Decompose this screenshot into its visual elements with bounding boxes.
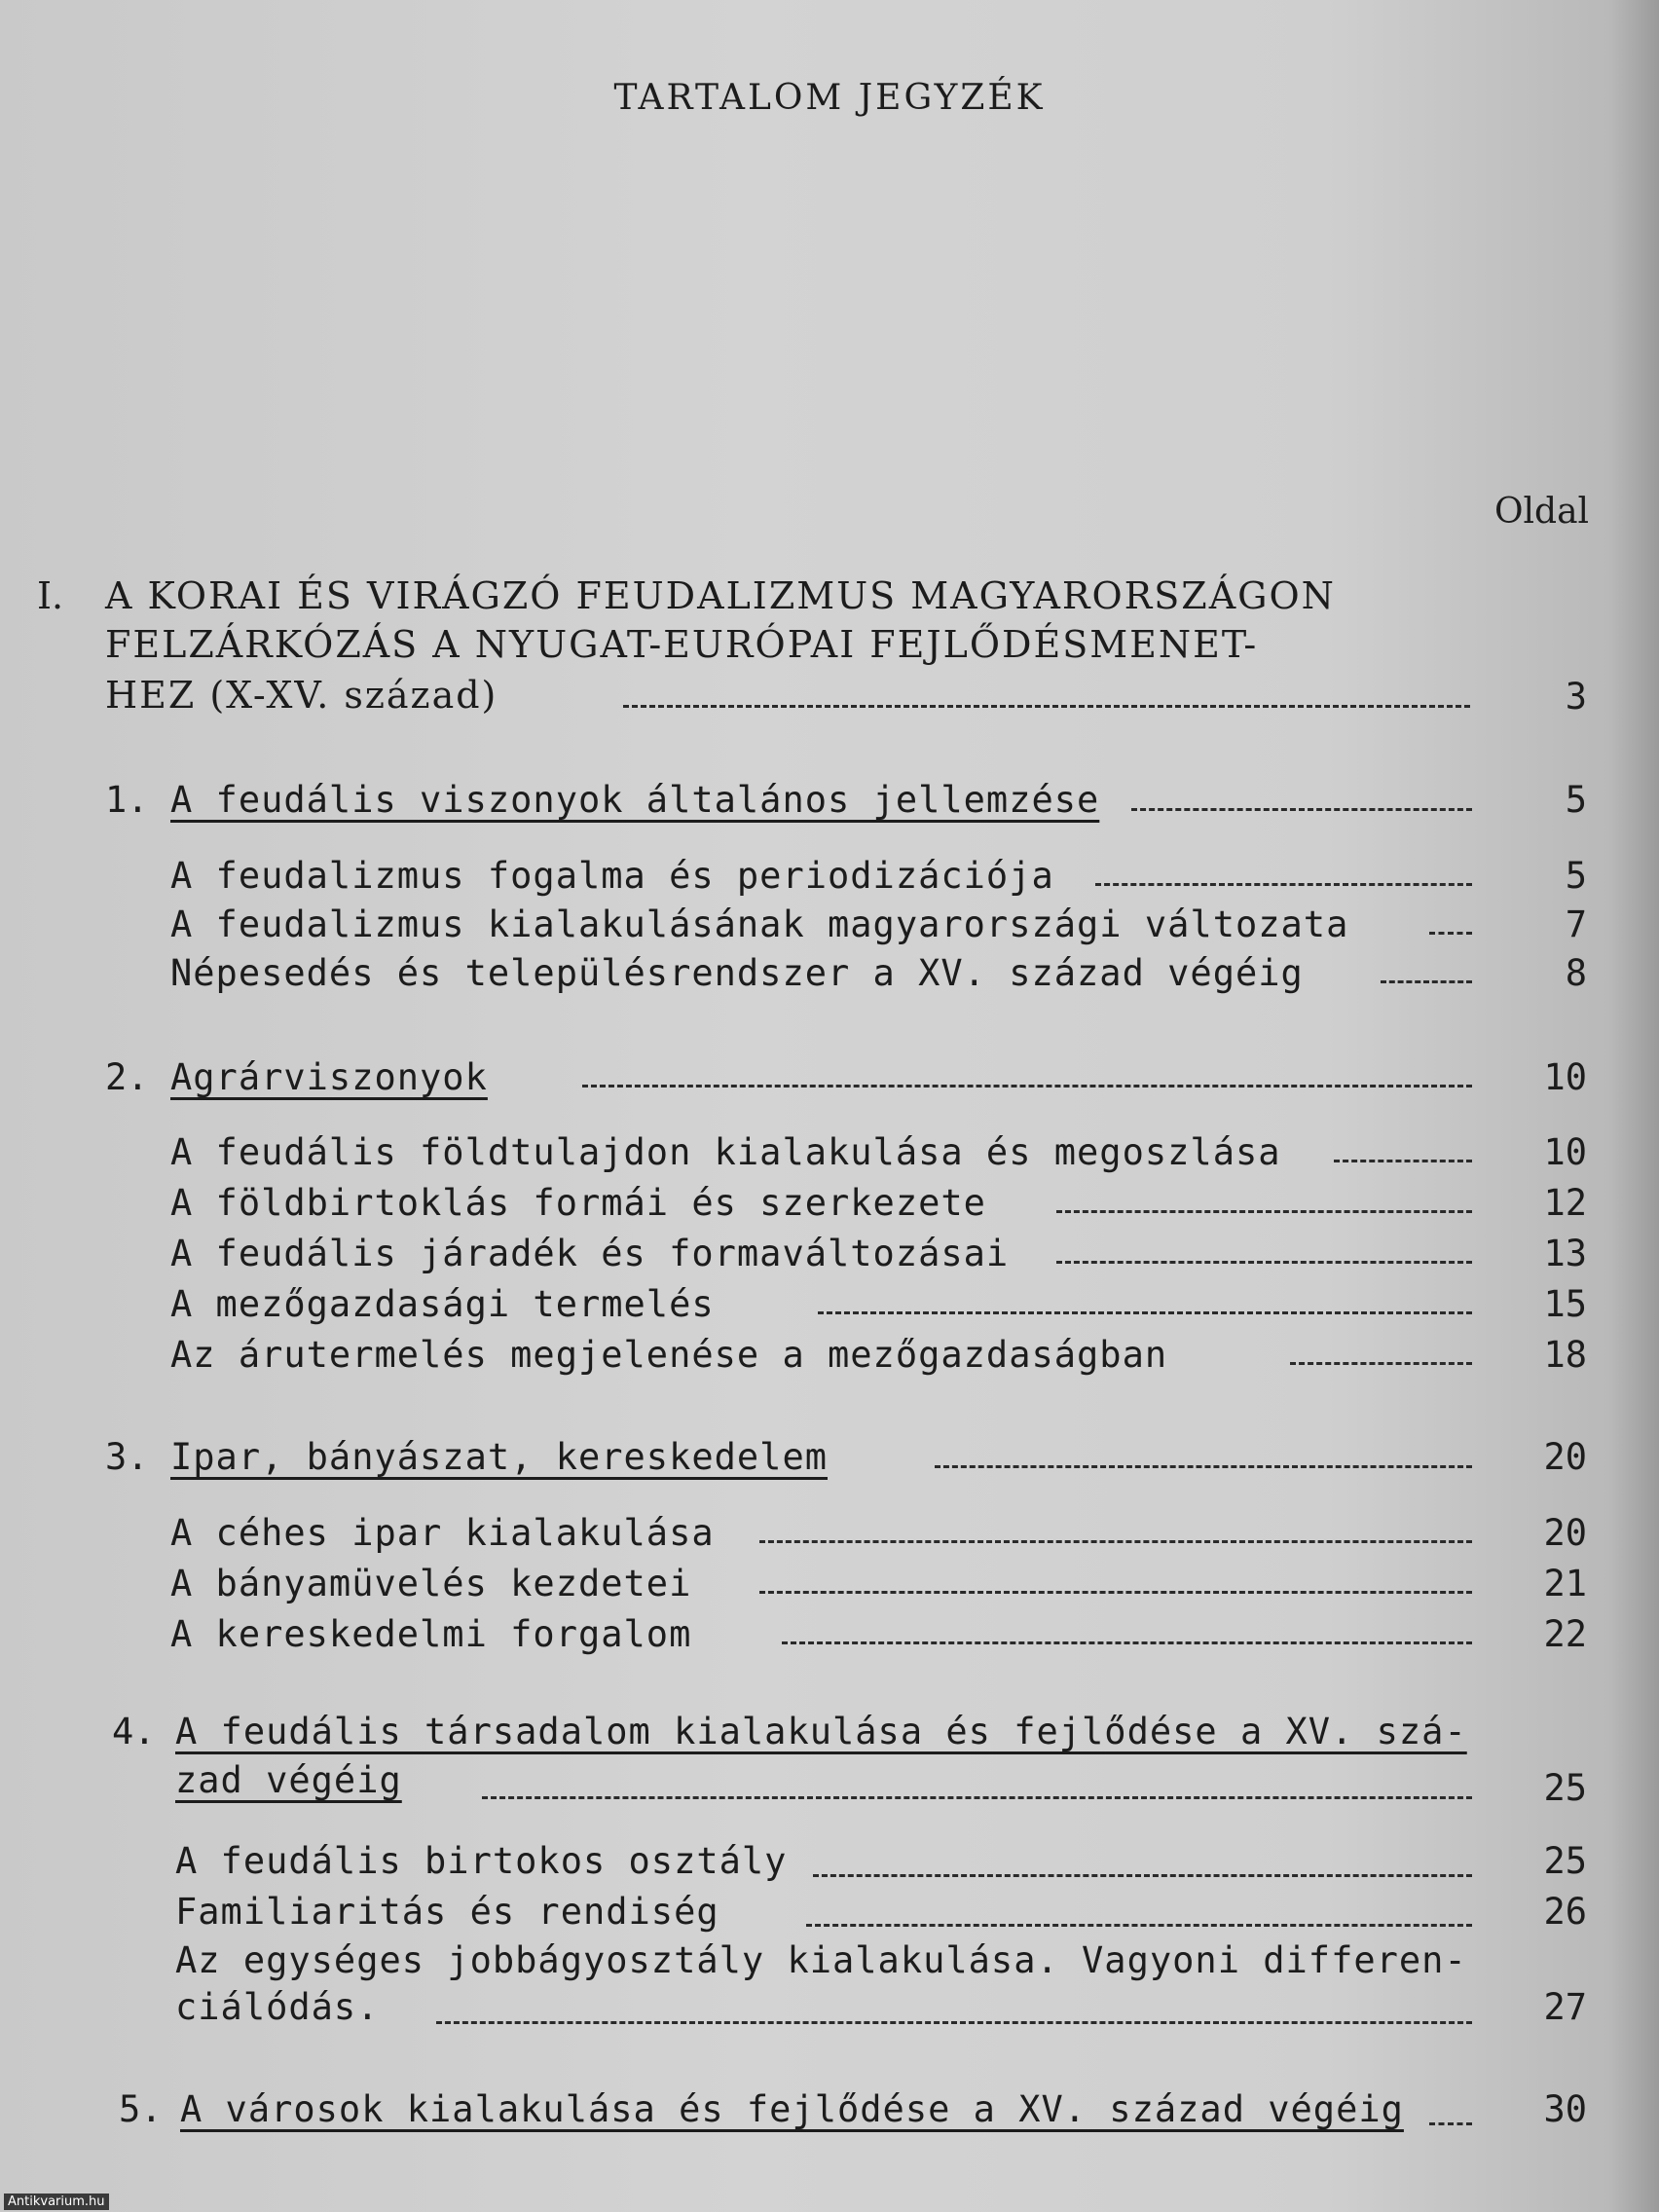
toc-entry: Familiaritás és rendiség [175, 1891, 719, 1933]
section-number: 3. [105, 1436, 149, 1478]
leader-dots [782, 1641, 1472, 1644]
toc-entry: A földbirtoklás formái és szerkezete [170, 1182, 986, 1224]
toc-entry: A feudalizmus fogalma és periodizációja [170, 855, 1054, 897]
leader-dots [759, 1540, 1472, 1543]
leader-dots [813, 1874, 1472, 1877]
leader-dots [759, 1591, 1472, 1594]
leader-dots [582, 1085, 1472, 1088]
page-number: 7 [1565, 903, 1587, 945]
section-title: Ipar, bányászat, kereskedelem [170, 1436, 829, 1478]
watermark: Antikvarium.hu [4, 2194, 109, 2210]
leader-dots [1131, 808, 1472, 811]
page-number: 27 [1543, 1986, 1587, 2028]
toc-entry-line-2: ciálódás. [175, 1986, 380, 2028]
leader-dots [1429, 2122, 1472, 2125]
leader-dots [818, 1311, 1472, 1314]
toc-entry: Népesedés és településrendszer a XV. század végéig [170, 952, 1304, 994]
section-number: 4. [112, 1711, 156, 1752]
page-number: 5 [1565, 855, 1587, 897]
part-title-line-3: HEZ (X-XV. század) [105, 674, 498, 717]
page-number: 25 [1543, 1840, 1587, 1882]
leader-dots [623, 705, 1470, 708]
page-number: 5 [1565, 779, 1587, 821]
page-title: TARTALOM JEGYZÉK [613, 78, 1046, 118]
page-number: 13 [1543, 1233, 1587, 1274]
page-number: 3 [1565, 676, 1587, 718]
leader-dots [1429, 932, 1472, 935]
section-title-line-1: A feudális társadalom kialakulása és fejlődése a XV. szá- [175, 1711, 1467, 1752]
toc-entry: A feudális birtokos osztály [175, 1840, 788, 1882]
section-title: Agrárviszonyok [170, 1056, 488, 1098]
leader-dots [806, 1924, 1472, 1927]
toc-entry: A feudalizmus kialakulásának magyarországi változata [170, 903, 1349, 945]
page-number: 30 [1543, 2088, 1587, 2130]
leader-dots [935, 1465, 1472, 1468]
leader-dots [436, 2021, 1472, 2024]
leader-dots [1334, 1160, 1472, 1162]
page-number: 8 [1565, 952, 1587, 994]
page-column-label: Oldal [1494, 492, 1590, 532]
leader-dots [1056, 1261, 1472, 1264]
toc-entry: A feudális földtulajdon kialakulása és megoszlása [170, 1131, 1281, 1173]
section-title: A városok kialakulása és fejlődése a XV. század végéig [180, 2088, 1404, 2130]
leader-dots [1095, 883, 1472, 886]
page-number: 12 [1543, 1182, 1587, 1224]
page-number: 25 [1543, 1767, 1587, 1809]
toc-entry: A kereskedelmi forgalom [170, 1613, 692, 1655]
part-numeral: I. [37, 574, 64, 617]
toc-entry: A céhes ipar kialakulása [170, 1512, 715, 1554]
section-number: 1. [105, 779, 149, 821]
page-number: 20 [1543, 1512, 1587, 1554]
leader-dots [1381, 980, 1472, 983]
toc-entry: Az árutermelés megjelenése a mezőgazdaságban [170, 1334, 1168, 1376]
section-title-line-2: zad végéig [175, 1759, 402, 1801]
leader-dots [1290, 1362, 1472, 1365]
toc-entry-line-1: Az egységes jobbágyosztály kialakulása. Vagyoni differen- [175, 1939, 1467, 1981]
page-number: 18 [1543, 1334, 1587, 1376]
section-title: A feudális viszonyok általános jellemzése [170, 779, 1100, 821]
toc-entry: A bányamüvelés kezdetei [170, 1563, 692, 1604]
section-number: 5. [119, 2088, 163, 2130]
part-title-line-1: A KORAI ÉS VIRÁGZÓ FEUDALIZMUS MAGYARORSZÁGON [105, 574, 1336, 617]
page-number: 10 [1543, 1056, 1587, 1098]
part-title-line-2: FELZÁRKÓZÁS A NYUGAT-EURÓPAI FEJLŐDÉSMENET- [105, 623, 1259, 666]
section-number: 2. [105, 1056, 149, 1098]
page-number: 21 [1543, 1563, 1587, 1604]
page-number: 22 [1543, 1613, 1587, 1655]
page-number: 15 [1543, 1283, 1587, 1325]
page-number: 20 [1543, 1436, 1587, 1478]
leader-dots [1056, 1210, 1472, 1213]
toc-entry: A mezőgazdasági termelés [170, 1283, 715, 1325]
page-number: 10 [1543, 1131, 1587, 1173]
leader-dots [482, 1796, 1472, 1799]
page-number: 26 [1543, 1891, 1587, 1933]
toc-entry: A feudális járadék és formaváltozásai [170, 1233, 1010, 1274]
